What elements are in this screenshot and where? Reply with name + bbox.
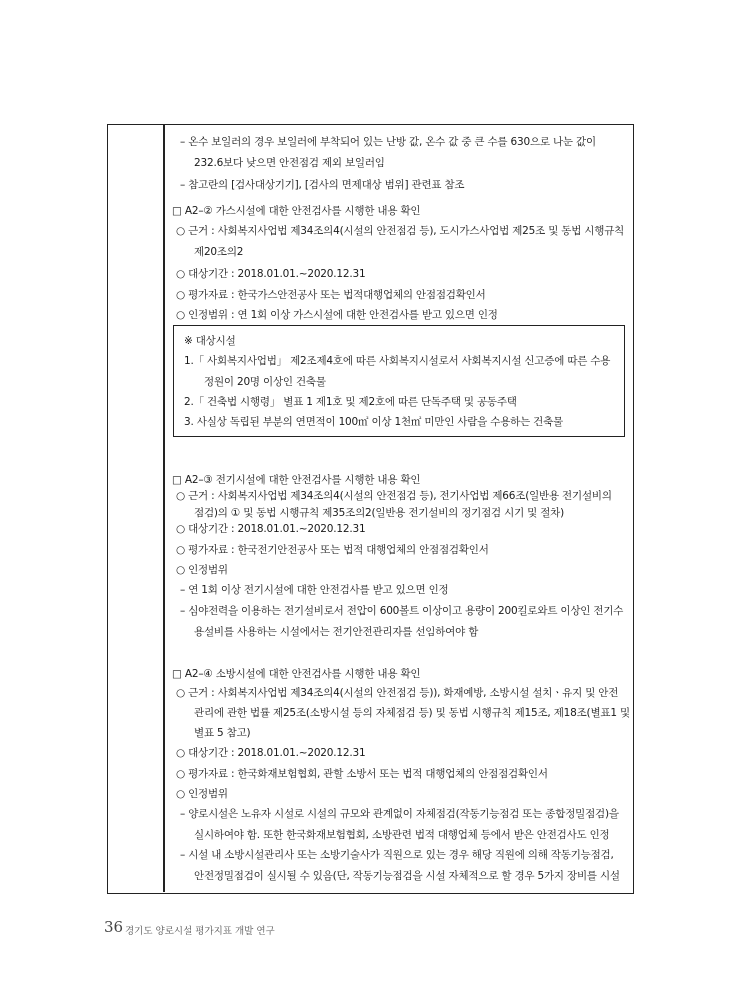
text-line: 제20조의2 <box>194 246 244 258</box>
text-line: ○ 대상기간 : 2018.01.01.~2020.12.31 <box>176 523 366 535</box>
text-line: 정원이 20명 이상인 건축물 <box>204 376 326 388</box>
text-line: – 시설 내 소방시설관리사 또는 소방기술사가 직원으로 있는 경우 해당 직원에 의해 작동기능점검, <box>180 849 614 861</box>
text-line: ○ 평가자료 : 한국전기안전공사 또는 법적 대행업체의 안점점검확인서 <box>176 544 489 556</box>
text-line: 3. 사실상 독립된 부분의 연면적이 100㎡ 이상 1천㎡ 미만인 사람을 수용하는 건축물 <box>184 416 563 428</box>
text-line: 안전정밀점검이 실시될 수 있음(단, 작동기능점검을 시설 자체적으로 할 경우 5가지 장비를 시설 <box>194 870 620 882</box>
text-line: 별표 5 참고) <box>194 727 251 739</box>
text-line: ○ 평가자료 : 한국화재보험협회, 관할 소방서 또는 법적 대행업체의 안점점검확인서 <box>176 768 548 780</box>
text-line: ○ 대상기간 : 2018.01.01.~2020.12.31 <box>176 268 366 280</box>
text-line: ○ 근거 : 사회복지사업법 제34조의4(시설의 안전점검 등), 도시가스사업법 제25조 및 동법 시행규칙 <box>176 225 625 237</box>
text-line: 1.「 사회복지사업법」 제2조제4호에 따른 사회복지시설로서 사회복지시설 신고증에 따른 수용 <box>184 355 611 367</box>
text-line: ○ 대상기간 : 2018.01.01.~2020.12.31 <box>176 747 366 759</box>
text-line: ※ 대상시설 <box>184 335 236 347</box>
text-line: ○ 인정범위 : 연 1회 이상 가스시설에 대한 안전검사를 받고 있으면 인정 <box>176 309 498 321</box>
text-line: 관리에 관한 법률 제25조(소방시설 등의 자체점검 등) 및 동법 시행규칙 제15조, 제18조(별표1 및 <box>194 707 630 719</box>
text-line: 실시하여야 함. 또한 한국화재보험협회, 소방관련 법적 대행업체 등에서 받은 안전검사도 인정 <box>194 829 610 841</box>
text-line: – 참고란의 [검사대상기기], [검사의 면제대상 범위] 관련표 참조 <box>180 179 465 191</box>
running-title: 경기도 양로시설 평가지표 개발 연구 <box>125 926 275 937</box>
text-line: ○ 근거 : 사회복지사업법 제34조의4(시설의 안전점검 등), 전기사업법 제66조(일반용 전기설비의 <box>176 490 612 502</box>
text-line: □ A2–④ 소방시설에 대한 안전검사를 시행한 내용 확인 <box>172 668 421 680</box>
text-line: ○ 근거 : 사회복지사업법 제34조의4(시설의 안전점검 등)), 화재예방, 소방시설 설치ㆍ유지 및 안전 <box>176 687 619 699</box>
column-divider <box>163 124 165 892</box>
text-line: 용설비를 사용하는 시설에서는 전기안전관리자를 선임하여야 함 <box>194 626 479 638</box>
text-line: 232.6보다 낮으면 안전점검 제외 보일러임 <box>194 157 385 169</box>
text-line: ○ 인정범위 <box>176 564 228 576</box>
text-line: – 양로시설은 노유자 시설로 시설의 규모와 관계없이 자체점검(작동기능점검 또는 종합정밀점검)을 <box>180 808 619 820</box>
text-line: 점검)의 ① 및 동법 시행규칙 제35조의2(일반용 전기설비의 정기점검 시기 및 절차) <box>194 507 565 519</box>
text-line: ○ 평가자료 : 한국가스안전공사 또는 법적대행업체의 안점점검확인서 <box>176 289 486 301</box>
text-line: – 온수 보일러의 경우 보일러에 부착되어 있는 난방 값, 온수 값 중 큰 수를 630으로 나눈 값이 <box>180 136 596 148</box>
text-line: ○ 인정범위 <box>176 788 228 800</box>
text-line: □ A2–③ 전기시설에 대한 안전검사를 시행한 내용 확인 <box>172 474 421 486</box>
text-line: 2.「 건축법 시행령」 별표 1 제1호 및 제2호에 따른 단독주택 및 공동주택 <box>184 396 517 408</box>
text-line: □ A2–② 가스시설에 대한 안전검사를 시행한 내용 확인 <box>172 205 421 217</box>
page-number: 36 <box>104 918 124 936</box>
text-line: – 심야전력을 이용하는 전기설비로서 전압이 600볼트 이상이고 용량이 200킬로와트 이상인 전기수 <box>180 605 624 617</box>
text-line: – 연 1회 이상 전기시설에 대한 안전검사를 받고 있으면 인정 <box>180 584 449 596</box>
